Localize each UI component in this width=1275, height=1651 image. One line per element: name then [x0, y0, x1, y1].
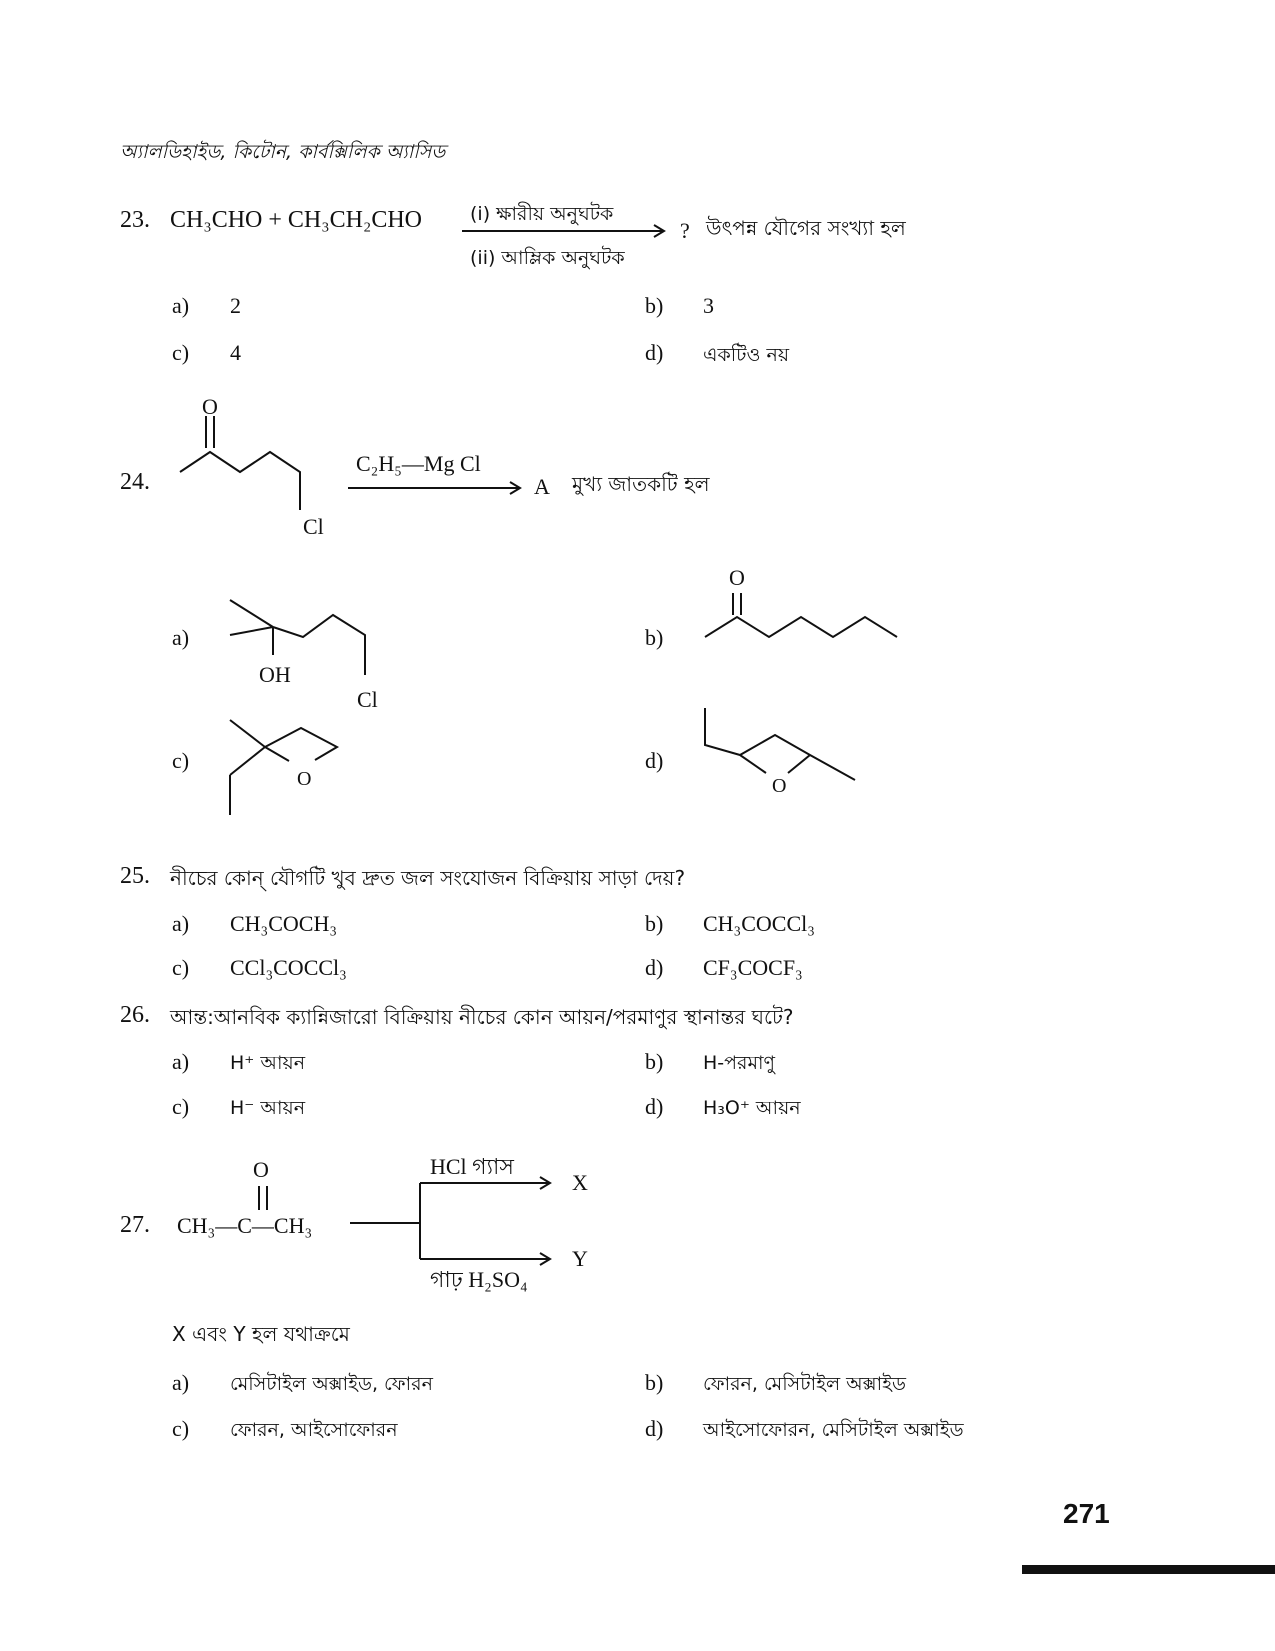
q24-option-a-structure [225, 595, 385, 695]
page-number: 271 [1063, 1498, 1110, 1529]
q24-option-a-oh: OH [259, 662, 291, 687]
q23-option-d-text: একটিও নয় [703, 344, 790, 366]
q24-option-a-label[interactable]: a) [172, 625, 190, 650]
q24-option-d-o: O [772, 775, 787, 797]
q25-question: নীচের কোন্ যৌগটি খুব দ্রুত জল সংযোজন বিক্রিয়ায় সাড়া দেয়? [170, 866, 686, 890]
q26-option-a-text: H⁺ আয়ন [230, 1052, 306, 1074]
q23-product: ? [680, 218, 690, 243]
q27-product-x: X [572, 1170, 588, 1195]
q24-reactant-cl: Cl [303, 514, 324, 539]
q27-carbonyl-o: O [253, 1157, 269, 1182]
q26-option-c-label[interactable]: c) [172, 1094, 190, 1119]
q23-option-b-label[interactable]: b) [645, 293, 664, 318]
q26-question: আন্ত:আনবিক ক্যান্নিজারো বিক্রিয়ায় নীচের কোন আয়ন/পরমাণুর স্থানান্তর ঘটে? [170, 1005, 794, 1029]
q26-option-d-text: H₃O⁺ আয়ন [703, 1097, 801, 1119]
q26-option-c-text: H⁻ আয়ন [230, 1097, 306, 1119]
q26-option-d-label[interactable]: d) [645, 1094, 664, 1119]
q25-option-b-text: CH₃COCCl₃ [703, 911, 815, 936]
q27-option-d-label[interactable]: d) [645, 1416, 664, 1441]
q23-condition-bottom: (ii) আম্লিক অনুঘটক [470, 247, 625, 269]
q27-double-bond [256, 1186, 270, 1212]
q26-option-b-label[interactable]: b) [645, 1049, 664, 1074]
q27-reactant: CH₃—C—CH₃ [177, 1213, 313, 1238]
q26-number: 26. [120, 1002, 150, 1028]
q24-product: A [534, 474, 550, 499]
q27-reagent-top: HCl গ্যাস [430, 1154, 514, 1179]
q27-option-c-text: ফোরন, আইসোফোরন [230, 1419, 398, 1441]
q24-number: 24. [120, 469, 150, 495]
q25-option-d-text: CF₃COCF₃ [703, 955, 803, 980]
q27-reagent-bottom: গাঢ় H₂SO₄ [430, 1267, 528, 1292]
q25-option-a-label[interactable]: a) [172, 911, 190, 936]
q24-option-b-label[interactable]: b) [645, 625, 664, 650]
q24-option-c-label[interactable]: c) [172, 748, 190, 773]
q23-option-a-text: 2 [230, 293, 241, 318]
q24-reactant-o: O [202, 394, 218, 419]
q26-option-a-label[interactable]: a) [172, 1049, 190, 1074]
q25-option-c-label[interactable]: c) [172, 955, 190, 980]
q23-option-a-label[interactable]: a) [172, 293, 190, 318]
q23-reactant: CH₃CHO + CH₃CH₂CHO [170, 207, 422, 233]
q27-option-a-label[interactable]: a) [172, 1370, 190, 1395]
footer-bar [1022, 1565, 1275, 1574]
q25-option-d-label[interactable]: d) [645, 955, 664, 980]
q25-option-c-text: CCl₃COCCl₃ [230, 955, 347, 980]
q27-number: 27. [120, 1212, 150, 1238]
q27-stem: X এবং Y হল যথাক্রমে [172, 1322, 350, 1346]
q25-option-a-text: CH₃COCH₃ [230, 911, 338, 936]
q24-option-b-o: O [729, 565, 745, 590]
q25-number: 25. [120, 863, 150, 889]
q27-branch-arrows [350, 1175, 560, 1275]
q27-option-d-text: আইসোফোরন, মেসিটাইল অক্সাইড [703, 1419, 964, 1441]
q24-option-b-structure [700, 585, 910, 645]
q23-option-c-label[interactable]: c) [172, 340, 190, 365]
q23-reaction-arrow [462, 224, 672, 238]
q23-condition-top: (i) ক্ষারীয় অনুঘটক [470, 203, 614, 225]
q25-option-b-label[interactable]: b) [645, 911, 664, 936]
q24-option-d-label[interactable]: d) [645, 748, 664, 773]
q27-option-b-text: ফোরন, মেসিটাইল অক্সাইড [703, 1373, 906, 1395]
q24-question: মুখ্য জাতকটি হল [572, 472, 710, 496]
q27-option-b-label[interactable]: b) [645, 1370, 664, 1395]
q23-option-b-text: 3 [703, 293, 714, 318]
q23-question: উৎপন্ন যৌগের সংখ্যা হল [706, 216, 906, 240]
q24-option-c-structure [225, 715, 365, 825]
q27-product-y: Y [572, 1246, 588, 1271]
q24-reagent: C₂H₅—Mg Cl [356, 451, 481, 476]
q24-option-c-o: O [297, 768, 312, 790]
q27-option-c-label[interactable]: c) [172, 1416, 190, 1441]
q24-option-a-cl: Cl [357, 687, 378, 712]
q23-option-d-label[interactable]: d) [645, 340, 664, 365]
q23-option-c-text: 4 [230, 340, 241, 365]
q23-number: 23. [120, 207, 150, 233]
running-header: অ্যালডিহাইড, কিটোন, কার্বক্সিলিক অ্যাসিড [120, 141, 446, 163]
q27-option-a-text: মেসিটাইল অক্সাইড, ফোরন [230, 1373, 433, 1395]
q26-option-b-text: H-পরমাণু [703, 1052, 776, 1074]
q24-reaction-arrow [348, 481, 528, 495]
